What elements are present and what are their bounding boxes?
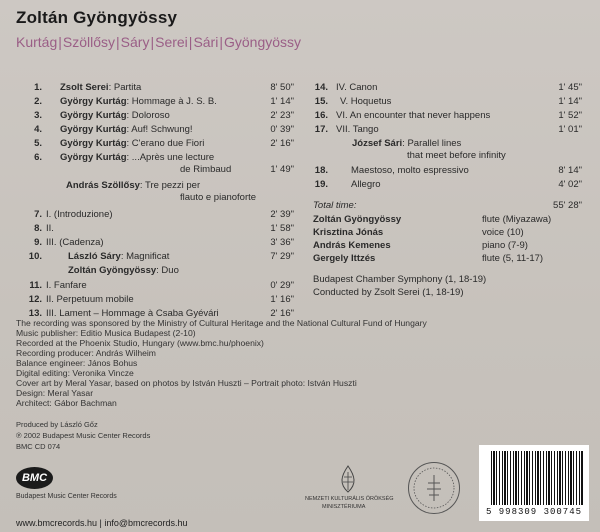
composer-name: Gyöngyössy — [223, 34, 302, 50]
track-duration: 7' 29" — [270, 251, 294, 262]
track-number: 9. — [34, 237, 42, 248]
work: : Magnificat — [120, 251, 170, 262]
track-number: 4. — [34, 124, 42, 135]
flame-icon — [333, 462, 363, 494]
work-heading — [66, 180, 200, 192]
track-duration: 2' 39" — [270, 209, 294, 220]
composers-line — [16, 34, 301, 50]
composer-name: Szöllősy — [62, 34, 116, 50]
composer-name: Sári — [193, 34, 219, 50]
track-duration: 1' 01" — [558, 124, 582, 135]
track-number: 2. — [34, 96, 42, 107]
ensemble-line: Conducted by Zsolt Serei (1, 18-19) — [313, 287, 464, 298]
separator: | — [150, 34, 155, 50]
track-number: 12. — [28, 294, 42, 305]
performer-name: Zoltán Gyöngyössy — [313, 214, 402, 225]
composer: György Kurtág — [60, 138, 127, 149]
production-line: Produced by László Gőz — [16, 420, 98, 429]
composer: György Kurtág — [60, 152, 127, 163]
ensemble-line: Budapest Chamber Symphony (1, 18-19) — [313, 274, 487, 285]
work: : Hommage à J. S. B. — [126, 96, 217, 107]
work-heading — [68, 265, 179, 277]
performer-name: András Kemenes — [313, 240, 391, 251]
work: : Tre pezzi per — [139, 180, 201, 191]
track-duration: 1' 14" — [558, 96, 582, 107]
track-duration: 8' 50" — [270, 82, 294, 93]
credit-line: Cover art by Meral Yasar, based on photos by István Huszti – Portrait photo: István Huszti — [16, 378, 357, 388]
track-title: Allegro — [351, 179, 381, 190]
performer-role: flute (5, 11-17) — [482, 253, 544, 264]
track-title: II. — [46, 223, 54, 234]
work-heading — [352, 138, 461, 150]
track-number: 1. — [34, 82, 42, 93]
track-duration: 1' 16" — [270, 294, 294, 305]
credit-line: Music publisher: Editio Musica Budapest (2-10) — [16, 328, 196, 338]
performer-name: Gergely Ittzés — [313, 253, 376, 264]
seal-icon — [409, 463, 459, 513]
track-number: 17. — [314, 124, 328, 135]
track-number: 14. — [314, 82, 328, 93]
ministry-caption: NEMZETI KULTURÁLIS ÖRÖKSÉG — [305, 496, 394, 502]
track-title: III. Lament – Hommage à Csaba Gyévári — [46, 308, 219, 319]
track-duration: 1' 14" — [270, 96, 294, 107]
barcode-bars — [491, 451, 583, 505]
track-number: 19. — [314, 179, 328, 190]
track-duration: 2' 23" — [270, 110, 294, 121]
composer: József Sári — [352, 138, 403, 149]
track-duration: 1' 45" — [558, 82, 582, 93]
separator: | — [219, 34, 223, 50]
logo-caption: Budapest Music Center Records — [16, 493, 117, 500]
website-line: www.bmcrecords.hu | info@bmcrecords.hu — [16, 518, 188, 528]
track-title: VI. An encounter that never happens — [336, 110, 491, 121]
credit-line: The recording was sponsored by the Ministry of Cultural Heritage and the National Cultural Fund of Hungary — [16, 318, 427, 328]
composer: László Sáry — [68, 251, 121, 262]
track-duration: 1' 52" — [558, 110, 582, 121]
track-title: V. Hoquetus — [340, 96, 392, 107]
composer: György Kurtág — [60, 124, 127, 135]
credit-line: Recorded at the Phoenix Studio, Hungary (www.bmc.hu/phoenix) — [16, 338, 264, 348]
production-line: ℗ 2002 Budapest Music Center Records — [16, 431, 151, 440]
track-number: 18. — [314, 165, 328, 176]
bmc-logo: BMC — [16, 467, 53, 489]
composer: András Szöllősy — [66, 180, 140, 191]
fund-seal — [408, 462, 460, 514]
album-title: Zoltán Gyöngyössy — [16, 8, 178, 27]
composer: György Kurtág — [60, 96, 127, 107]
track-title: Maestoso, molto espressivo — [351, 165, 469, 176]
total-time-value: 55' 28" — [553, 200, 582, 211]
track-title: VII. Tango — [336, 124, 379, 135]
track-title: II. Perpetuum mobile — [46, 294, 134, 305]
track-title: I. Fanfare — [46, 280, 87, 291]
track-number: 15. — [314, 96, 328, 107]
credit-line: Balance engineer: János Bohus — [16, 358, 138, 368]
track-title: III. (Cadenza) — [46, 237, 104, 248]
composer: Zsolt Serei — [60, 82, 109, 93]
track-number: 11. — [29, 280, 42, 291]
track-duration: 0' 29" — [270, 280, 294, 291]
total-time-label: Total time: — [313, 200, 357, 211]
track-duration: 2' 16" — [270, 308, 294, 319]
track-number: 16. — [314, 110, 328, 121]
work: : Duo — [156, 265, 179, 276]
performer-name: Krisztina Jónás — [313, 227, 384, 238]
composer: Zoltán Gyöngyössy — [68, 265, 157, 276]
barcode-number: 5 998309 300745 — [485, 507, 582, 517]
track-title — [60, 138, 204, 150]
credit-line: Digital editing: Veronika Vincze — [16, 368, 134, 378]
composer-name: Kurtág — [16, 34, 58, 50]
track-number: 3. — [34, 110, 42, 121]
performer-role: voice (10) — [482, 227, 524, 238]
separator: | — [116, 34, 120, 50]
work-continuation: de Rimbaud — [180, 164, 232, 175]
track-number: 8. — [34, 223, 42, 234]
track-duration: 8' 14" — [558, 165, 582, 176]
track-number: 7. — [34, 209, 42, 220]
composer-name: Serei — [155, 34, 188, 50]
track-duration: 0' 39" — [270, 124, 294, 135]
ministry-caption: MINISZTÉRIUMA — [322, 504, 366, 510]
track-duration: 1' 58" — [270, 223, 294, 234]
composer-name: Sáry — [120, 34, 150, 50]
track-duration: 1' 49" — [270, 164, 294, 175]
credit-line: Recording producer: András Wilheim — [16, 348, 156, 358]
work: : Parallel lines — [402, 138, 462, 149]
track-title — [60, 124, 193, 136]
composer: György Kurtág — [60, 110, 127, 121]
separator: | — [188, 34, 193, 50]
barcode — [479, 445, 589, 521]
track-title — [68, 251, 169, 263]
credit-line: Architect: Gábor Bachman — [16, 398, 117, 408]
track-number: 13. — [28, 308, 42, 319]
work: : C'erano due Fiori — [126, 138, 205, 149]
separator: | — [58, 34, 62, 50]
track-number: 10. — [28, 251, 42, 262]
track-number: 6. — [34, 152, 42, 163]
work: : Auf! Schwung! — [126, 124, 193, 135]
track-title — [60, 110, 170, 122]
work-continuation: flauto e pianoforte — [180, 192, 257, 203]
track-title: IV. Canon — [336, 82, 378, 93]
work: : Partita — [108, 82, 142, 93]
production-line: BMC CD 074 — [16, 442, 61, 451]
track-duration: 4' 02" — [558, 179, 582, 190]
track-number: 5. — [34, 138, 42, 149]
performer-role: flute (Miyazawa) — [482, 214, 552, 225]
track-title — [60, 82, 141, 94]
track-duration: 2' 16" — [270, 138, 294, 149]
work: : Doloroso — [126, 110, 170, 121]
work-continuation: that meet before infinity — [407, 150, 506, 161]
work: : ...Après une lecture — [126, 152, 215, 163]
credit-line: Design: Meral Yasar — [16, 388, 94, 398]
track-title — [60, 96, 217, 108]
track-title — [60, 152, 214, 164]
track-title: I. (Introduzione) — [46, 209, 113, 220]
performer-role: piano (7-9) — [482, 240, 528, 251]
track-duration: 3' 36" — [270, 237, 294, 248]
